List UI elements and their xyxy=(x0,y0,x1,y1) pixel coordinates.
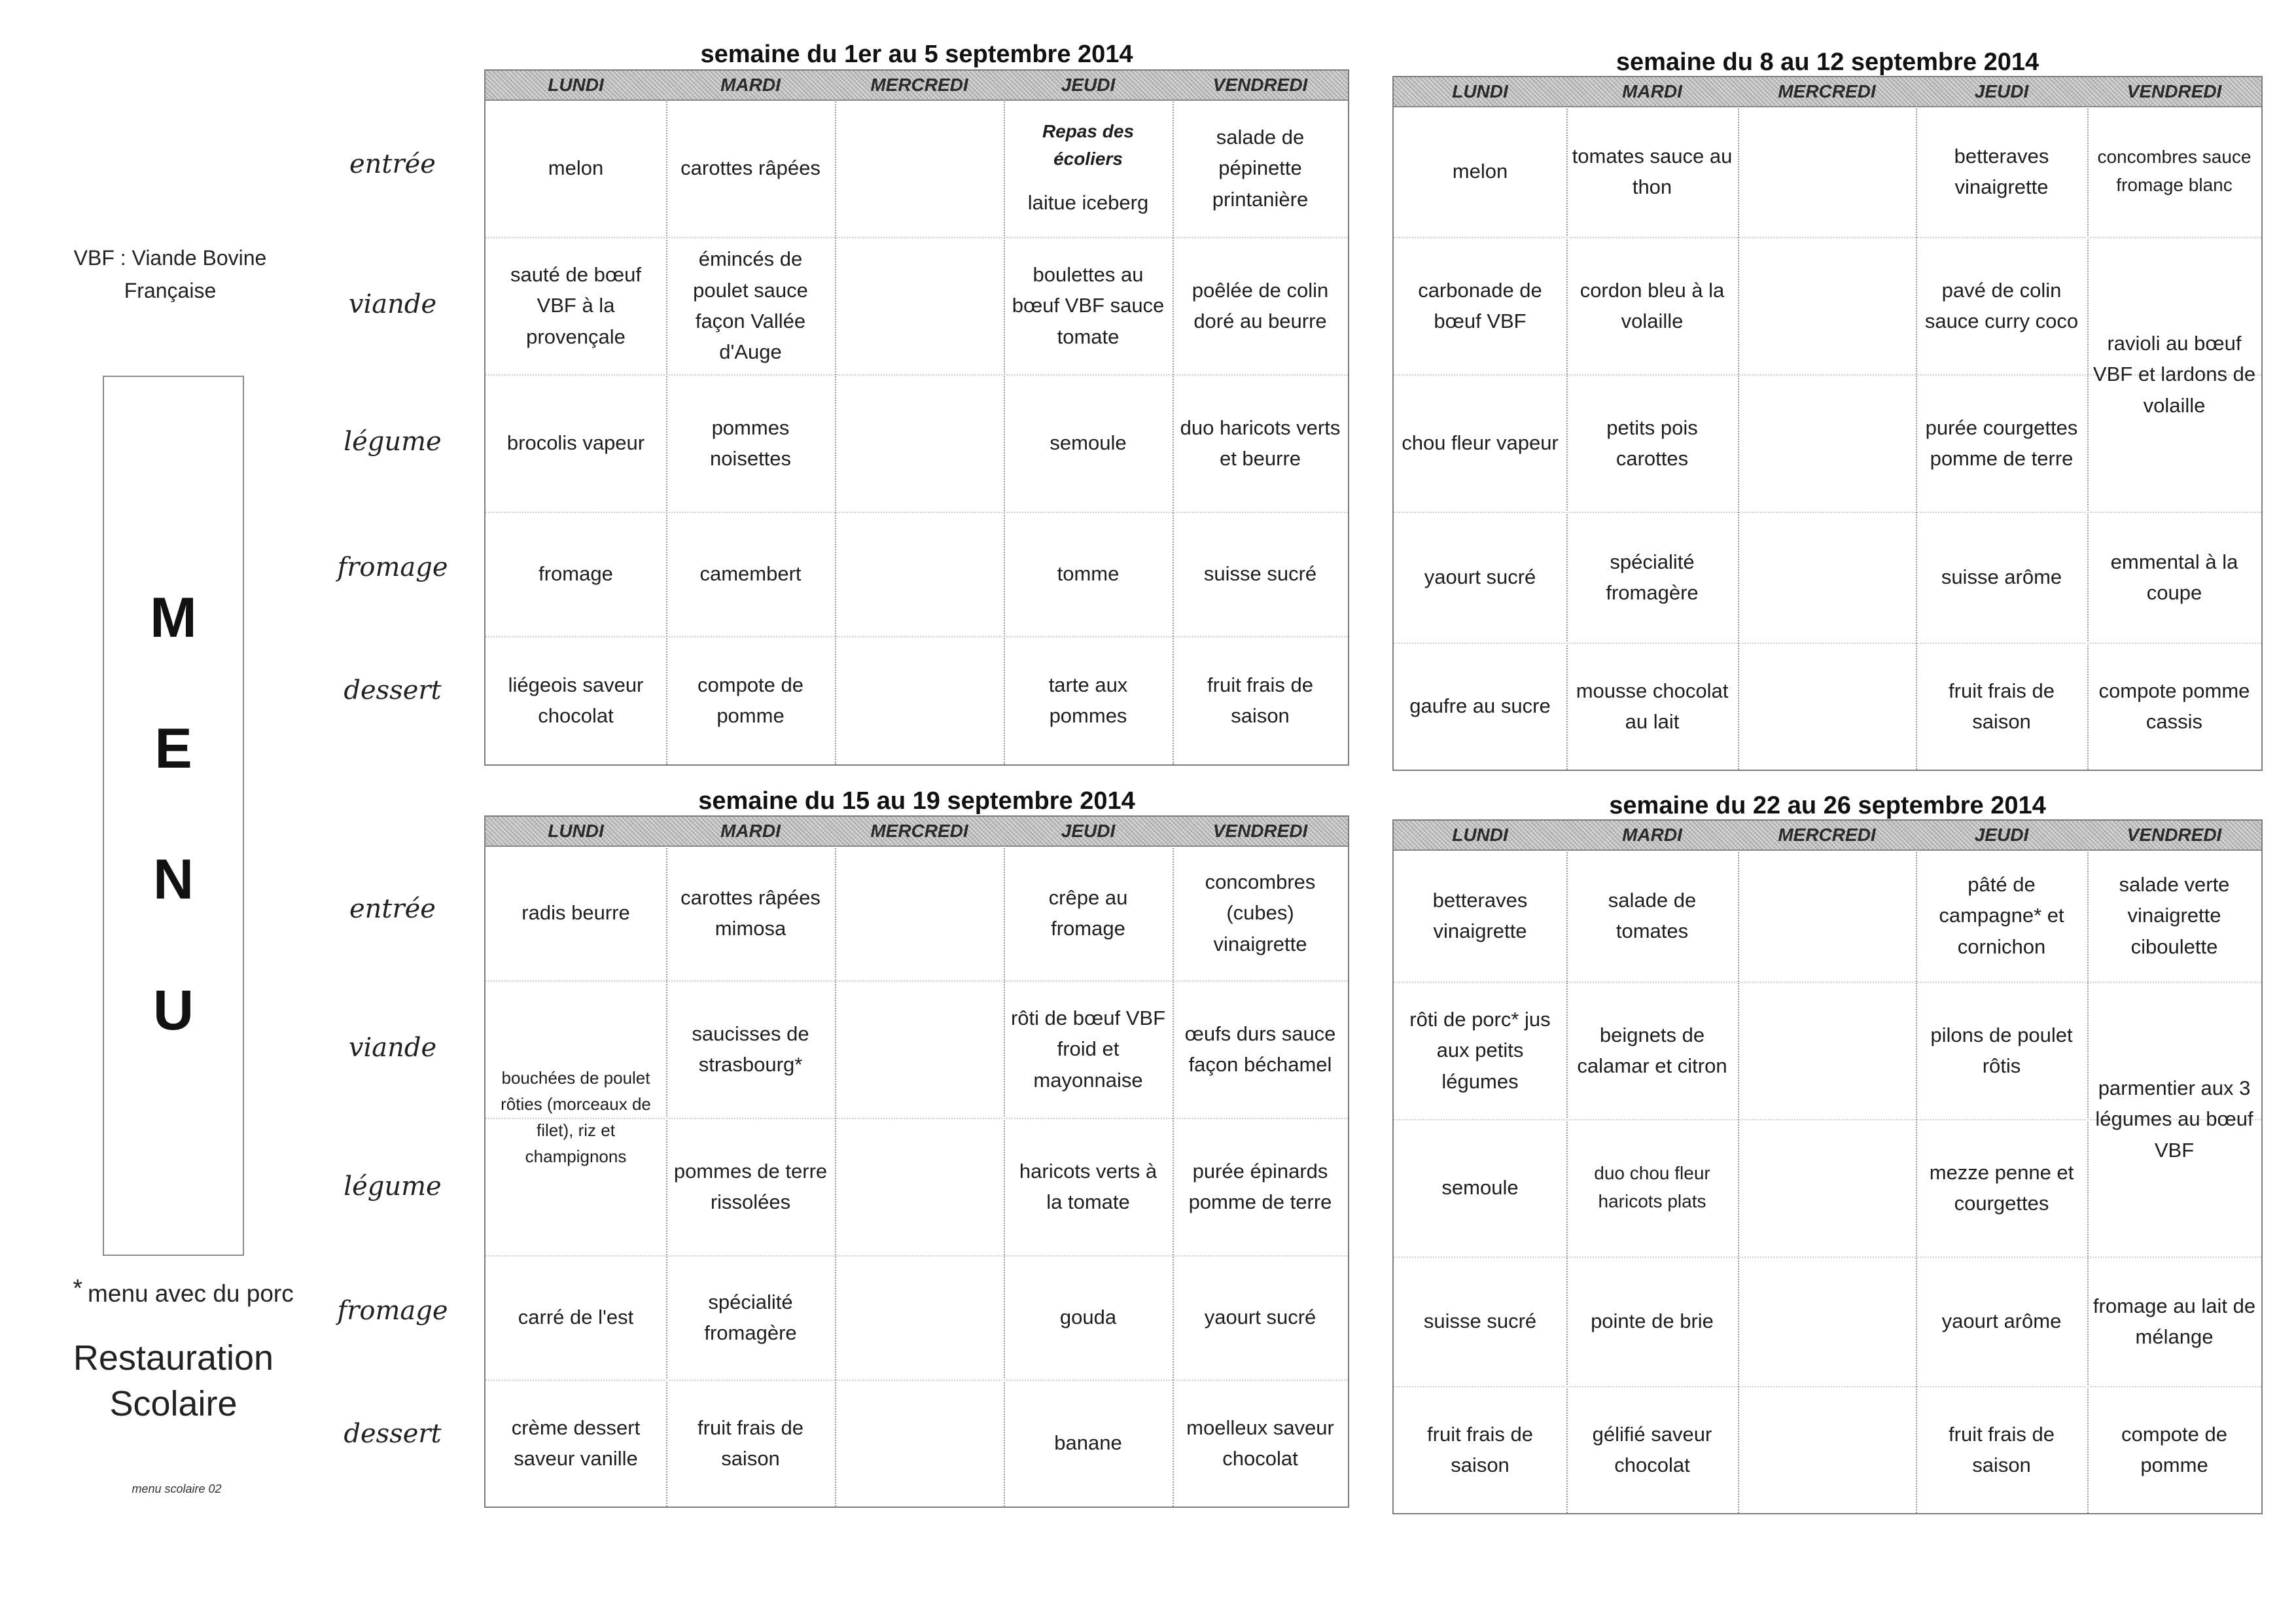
menu-cell: duo haricots verts et beurre xyxy=(1180,416,1341,470)
week-3-table xyxy=(484,815,1349,1508)
week-2-table xyxy=(1392,76,2263,771)
menu-cell: mezze penne et courgettes xyxy=(1929,1160,2074,1215)
menu-cell: tarte aux pommes xyxy=(1048,673,1128,727)
column-divider xyxy=(1738,106,1739,770)
menu-cell: sauté de bœuf VBF à la provençale xyxy=(510,262,641,348)
row-label-entree: entrée xyxy=(349,894,436,924)
menu-cell: rôti de bœuf VBF froid et mayonnaise xyxy=(1010,1006,1166,1092)
menu-cell: camembert xyxy=(699,562,802,586)
document-code: menu scolaire 02 xyxy=(132,1482,222,1495)
pork-footnote-star: * xyxy=(73,1275,83,1302)
menu-cell: carré de l'est xyxy=(518,1306,634,1329)
repas-des-ecoliers-note: Repas des écoliers xyxy=(1042,121,1135,169)
menu-cell: saucisses de strasbourg* xyxy=(692,1022,809,1076)
menu-cell: pointe de brie xyxy=(1591,1310,1714,1333)
menu-cell: pavé de colin sauce curry coco xyxy=(1924,278,2079,332)
menu-cell: fromage xyxy=(539,562,613,586)
menu-cell: boulettes au bœuf VBF sauce tomate xyxy=(1012,262,1165,348)
row-label-dessert: dessert xyxy=(344,1419,442,1449)
row-label-fromage: fromage xyxy=(337,1296,448,1326)
resto-line1: Restauration xyxy=(73,1338,274,1378)
menu-cell: spécialité fromagère xyxy=(704,1290,797,1344)
menu-cell: spécialité fromagère xyxy=(1606,550,1699,604)
day-header-mercredi: MERCREDI xyxy=(1778,81,1876,101)
day-header-mercredi: MERCREDI xyxy=(870,75,968,95)
day-header-mardi: MARDI xyxy=(720,75,781,95)
day-header-mardi: MARDI xyxy=(1622,825,1682,845)
day-header-jeudi: JEUDI xyxy=(1061,821,1116,841)
menu-cell: suisse arôme xyxy=(1941,565,2062,589)
column-divider xyxy=(1738,849,1739,1513)
menu-cell: fruit frais de saison xyxy=(1207,673,1313,727)
menu-cell: cordon bleu à la volaille xyxy=(1580,278,1725,332)
vbf-legend xyxy=(26,242,314,307)
menu-cell: bouchées de poulet rôties (morceaux de filet), riz et champignons xyxy=(501,1068,651,1166)
menu-cell: mousse chocolat au lait xyxy=(1576,679,1729,733)
row-label-legume: légume xyxy=(344,427,442,457)
day-header-vendredi: VENDREDI xyxy=(2127,825,2222,845)
menu-cell: gélifié saveur chocolat xyxy=(1592,1422,1712,1476)
menu-cell: suisse sucré xyxy=(1423,1310,1537,1333)
menu-cell: yaourt sucré xyxy=(1424,565,1536,589)
menu-cell: œufs durs sauce façon béchamel xyxy=(1184,1022,1336,1076)
menu-cell: banane xyxy=(1054,1431,1122,1455)
vbf-legend-line2: Française xyxy=(124,278,217,302)
menu-title-box xyxy=(103,376,244,1256)
menu-cell: suisse sucré xyxy=(1203,562,1317,586)
menu-cell: ravioli au bœuf VBF et lardons de volaille xyxy=(2093,331,2256,417)
pork-footnote-text: menu avec du porc xyxy=(88,1280,294,1307)
resto-line2: Scolaire xyxy=(109,1384,238,1424)
column-divider xyxy=(835,846,836,1507)
menu-cell xyxy=(1004,99,1173,237)
pork-footnote xyxy=(46,1275,321,1308)
menu-cell: betteraves vinaigrette xyxy=(1954,144,2049,198)
restauration-scolaire-title xyxy=(26,1335,321,1427)
menu-cell: beignets de calamar et citron xyxy=(1577,1023,1727,1077)
menu-cell: concombres (cubes) vinaigrette xyxy=(1205,870,1316,955)
menu-cell: emmental à la coupe xyxy=(2110,550,2238,604)
menu-cell: duo chou fleur haricots plats xyxy=(1594,1163,1710,1211)
menu-cell: haricots verts à la tomate xyxy=(1019,1159,1157,1213)
day-header-jeudi: JEUDI xyxy=(1974,81,2029,101)
day-header-mercredi: MERCREDI xyxy=(1778,825,1876,845)
menu-cell: fruit frais de saison xyxy=(698,1416,804,1470)
menu-cell: semoule xyxy=(1441,1176,1519,1200)
menu-cell: brocolis vapeur xyxy=(506,431,645,455)
menu-cell: carottes râpées mimosa xyxy=(680,885,821,940)
menu-cell: radis beurre xyxy=(521,901,630,925)
week-1-title: semaine du 1er au 5 septembre 2014 xyxy=(700,41,1133,68)
row-label-viande: viande xyxy=(348,1033,437,1063)
menu-cell: carbonade de bœuf VBF xyxy=(1418,278,1542,332)
menu-cell: compote de pomme xyxy=(2121,1422,2227,1476)
day-header-mardi: MARDI xyxy=(1622,81,1682,101)
column-divider xyxy=(835,99,836,764)
menu-cell: compote de pomme xyxy=(698,673,804,727)
vbf-legend-line1: VBF : Viande Bovine xyxy=(73,246,267,270)
menu-cell: parmentier aux 3 légumes au bœuf VBF xyxy=(2095,1076,2253,1162)
row-label-legume: légume xyxy=(344,1171,442,1202)
row-label-dessert: dessert xyxy=(344,675,442,705)
menu-cell: fruit frais de saison xyxy=(1427,1422,1533,1476)
menu-cell: betteraves vinaigrette xyxy=(1432,888,1528,942)
day-header-lundi: LUNDI xyxy=(548,821,604,841)
menu-letter-e: E xyxy=(154,717,192,780)
menu-cell: émincés de poulet sauce façon Vallée d'Auge xyxy=(693,247,808,364)
menu-cell: melon xyxy=(1452,160,1508,183)
menu-cell: purée courgettes pomme de terre xyxy=(1925,416,2078,470)
menu-letter-n: N xyxy=(152,848,194,911)
week-1-table xyxy=(484,69,1349,766)
menu-cell: crêpe au fromage xyxy=(1048,885,1128,940)
day-header-mercredi: MERCREDI xyxy=(870,821,968,841)
week-4-table xyxy=(1392,819,2263,1514)
day-header-mardi: MARDI xyxy=(720,821,781,841)
week-2-title: semaine du 8 au 12 septembre 2014 xyxy=(1616,48,2040,76)
week-3-title: semaine du 15 au 19 septembre 2014 xyxy=(698,787,1135,815)
day-header-lundi: LUNDI xyxy=(1452,825,1508,845)
menu-cell: pâté de campagne* et cornichon xyxy=(1939,872,2064,958)
menu-cell-text: laitue iceberg xyxy=(1027,191,1149,215)
menu-letter-u: U xyxy=(152,979,194,1042)
menu-letter-m: M xyxy=(150,586,197,649)
menu-cell: fruit frais de saison xyxy=(1949,679,2055,733)
menu-cell: chou fleur vapeur xyxy=(1402,431,1559,455)
day-header-jeudi: JEUDI xyxy=(1974,825,2029,845)
day-header-vendredi: VENDREDI xyxy=(1212,821,1308,841)
menu-cell: crème dessert saveur vanille xyxy=(511,1416,641,1470)
menu-cell: pommes de terre rissolées xyxy=(673,1159,828,1213)
row-label-entree: entrée xyxy=(349,149,436,179)
row-label-viande: viande xyxy=(348,289,437,319)
day-header-jeudi: JEUDI xyxy=(1061,75,1116,95)
row-label-fromage: fromage xyxy=(337,552,448,582)
menu-cell: rôti de porc* jus aux petits légumes xyxy=(1409,1007,1551,1093)
menu-cell: fromage au lait de mélange xyxy=(2093,1294,2256,1348)
menu-cell: carottes râpées xyxy=(680,156,821,180)
menu-cell: moelleux saveur chocolat xyxy=(1186,1416,1334,1470)
day-header-lundi: LUNDI xyxy=(1452,81,1508,101)
day-header-lundi: LUNDI xyxy=(548,75,604,95)
menu-cell: tomme xyxy=(1057,562,1120,586)
menu-cell: compote pomme cassis xyxy=(2098,679,2250,733)
menu-cell: gaufre au sucre xyxy=(1409,694,1551,718)
week-4-title: semaine du 22 au 26 septembre 2014 xyxy=(1609,792,2046,819)
menu-cell: liégeois saveur chocolat xyxy=(508,673,644,727)
day-header-vendredi: VENDREDI xyxy=(1212,75,1308,95)
menu-cell: pommes noisettes xyxy=(709,416,792,470)
menu-cell: salade de tomates xyxy=(1608,888,1697,942)
menu-cell: salade de pépinette printanière xyxy=(1212,125,1309,211)
menu-cell: melon xyxy=(548,156,604,180)
menu-cell: poêlée de colin doré au beurre xyxy=(1192,278,1329,332)
menu-cell: petits pois carottes xyxy=(1606,416,1698,470)
menu-cell: purée épinards pomme de terre xyxy=(1188,1159,1332,1213)
menu-cell: semoule xyxy=(1050,431,1127,455)
menu-cell: fruit frais de saison xyxy=(1949,1422,2055,1476)
menu-cell: tomates sauce au thon xyxy=(1572,144,1733,198)
day-header-vendredi: VENDREDI xyxy=(2127,81,2222,101)
menu-cell: yaourt sucré xyxy=(1204,1306,1316,1329)
menu-cell: pilons de poulet rôtis xyxy=(1930,1023,2073,1077)
menu-cell: gouda xyxy=(1059,1306,1117,1329)
menu-cell: yaourt arôme xyxy=(1941,1310,2062,1333)
menu-cell: salade verte vinaigrette ciboulette xyxy=(2119,872,2230,958)
menu-cell: concombres sauce fromage blanc xyxy=(2097,147,2252,195)
